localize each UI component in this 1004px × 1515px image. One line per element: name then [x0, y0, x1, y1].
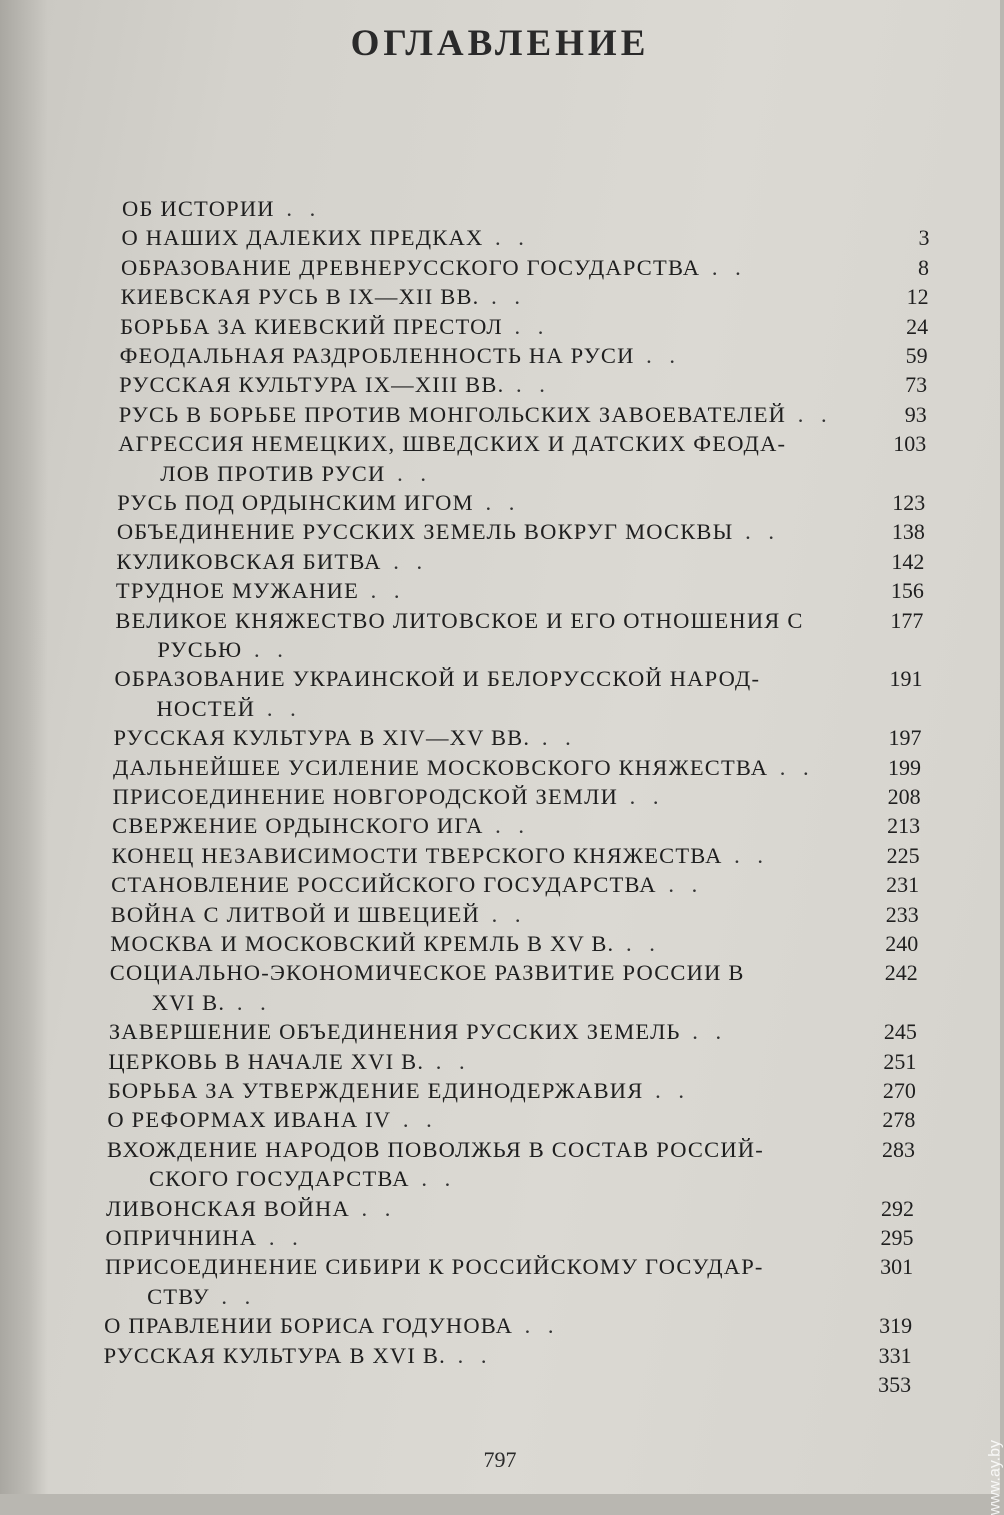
toc-entry-title: РУССКАЯ КУЛЬТУРА IX—XIII ВВ. . . [119, 372, 551, 398]
toc-entry-page: 251 [883, 1048, 917, 1074]
toc-entry-page: 199 [888, 754, 922, 780]
toc-leader-dots: . . [722, 842, 770, 868]
toc-leader-dots: . . [479, 901, 527, 927]
toc-leader-dots: . . [530, 725, 577, 751]
toc-entry-title: КУЛИКОВСКАЯ БИТВА . . [116, 548, 429, 574]
toc-leader-dots: . . [381, 548, 429, 574]
toc-leader-dots: . . [643, 1078, 690, 1103]
toc-entry-page: 233 [885, 901, 919, 927]
page-number: 797 [483, 1447, 517, 1472]
toc-leader-dots: . . [274, 196, 322, 221]
page-gutter-shadow [0, 0, 48, 1494]
toc-entry-title: ОБРАЗОВАНИЕ УКРАИНСКОЙ И БЕЛОРУССКОЙ НАРОД- [114, 666, 761, 692]
toc-leader-dots: . . [257, 1225, 304, 1250]
toc-entry-page: 59 [905, 343, 928, 368]
toc-entry-page: 270 [882, 1078, 916, 1103]
toc-entry-page: 295 [880, 1225, 914, 1250]
toc-leader-dots: . . [349, 1195, 397, 1221]
toc-entry-continuation: ЛОВ ПРОТИВ РУСИ . . [160, 460, 432, 486]
toc-entry-page: 3 [918, 225, 930, 251]
toc-entry-title: АГРЕССИЯ НЕМЕЦКИХ, ШВЕДСКИХ И ДАТСКИХ ФЕОДА- [118, 431, 787, 457]
toc-entry-page: 283 [881, 1136, 915, 1162]
toc-entry-page: 331 [878, 1342, 912, 1368]
toc-entry-title: КОНЕЦ НЕЗАВИСИМОСТИ ТВЕРСКОГО КНЯЖЕСТВА . . [111, 842, 770, 868]
toc-leader-dots: . . [502, 313, 550, 339]
toc-entry-title: РУССКАЯ КУЛЬТУРА В XIV—XV ВВ. . . [113, 725, 577, 751]
toc-entry-title: О НАШИХ ДАЛЕКИХ ПРЕДКАХ . . [121, 225, 530, 251]
toc-entry-continuation: СКОГО ГОСУДАРСТВА . . [148, 1166, 457, 1192]
toc-entry-title: О ПРАВЛЕНИИ БОРИСА ГОДУНОВА . . [104, 1313, 560, 1339]
toc-entry-title: ЛИВОНСКАЯ ВОЙНА . . [106, 1195, 397, 1221]
toc-entry-page: 225 [886, 842, 920, 868]
toc-leader-dots: . . [359, 578, 406, 604]
toc-leader-dots: . . [445, 1342, 493, 1368]
toc-leader-dots: . . [483, 813, 531, 839]
toc-leader-dots: . . [391, 1107, 438, 1133]
toc-leader-dots: . . [473, 490, 521, 515]
toc-leader-dots: . . [209, 1283, 257, 1309]
toc-leader-dots: . . [614, 931, 661, 956]
toc-entry-title: ПРИСОЕДИНЕНИЕ НОВГОРОДСКОЙ ЗЕМЛИ . . [112, 784, 665, 809]
toc-entry-page: 73 [905, 372, 928, 398]
toc-leader-dots: . . [385, 460, 432, 486]
toc-entry-title: ПРИСОЕДИНЕНИЕ СИБИРИ К РОССИЙСКОМУ ГОСУДАР- [105, 1254, 764, 1280]
toc-entry-page: 156 [890, 578, 924, 604]
toc-leader-dots: . . [656, 872, 704, 898]
toc-leader-dots: . . [504, 372, 551, 398]
watermark: www.ay.by [986, 1440, 1003, 1515]
toc-entry-page: 191 [889, 666, 923, 692]
toc-entry-title: БОРЬБА ЗА КИЕВСКИЙ ПРЕСТОЛ . . [120, 313, 550, 339]
toc-entry-continuation: СТВУ . . [147, 1283, 257, 1309]
toc-leader-dots: . . [768, 754, 815, 780]
toc-leader-dots: . . [513, 1313, 560, 1339]
toc-entry-page: 240 [885, 931, 919, 956]
toc-entry-title: БОРЬБА ЗА УТВЕРЖДЕНИЕ ЕДИНОДЕРЖАВИЯ . . [107, 1078, 690, 1103]
toc-entry-continuation: РУСЬЮ . . [157, 637, 289, 662]
toc-entry-continuation: XVI В. . . [151, 989, 272, 1015]
toc-leader-dots: . . [242, 637, 289, 662]
toc-entry-title: ДАЛЬНЕЙШЕЕ УСИЛЕНИЕ МОСКОВСКОГО КНЯЖЕСТВА . . [113, 754, 815, 780]
toc-leader-dots: . . [786, 401, 833, 427]
toc-entry-page: 231 [886, 872, 920, 898]
toc-leader-dots: . . [733, 519, 780, 545]
toc-leader-dots: . . [680, 1019, 728, 1045]
toc-entry-title: ВОЙНА С ЛИТВОЙ И ШВЕЦИЕЙ . . [110, 901, 527, 927]
toc-entry-page: 319 [879, 1313, 913, 1339]
toc-entry-title: СОЦИАЛЬНО-ЭКОНОМИЧЕСКОЕ РАЗВИТИЕ РОССИИ В [109, 960, 745, 986]
toc-entry-page: 138 [891, 519, 925, 545]
toc-entry-title: СТАНОВЛЕНИЕ РОССИЙСКОГО ГОСУДАРСТВА . . [111, 872, 704, 898]
toc-entry-title: СВЕРЖЕНИЕ ОРДЫНСКОГО ИГА . . [112, 813, 531, 839]
toc-entry-page: 24 [906, 313, 929, 339]
toc-leader-dots: . . [479, 284, 526, 310]
toc-entry-title: КИЕВСКАЯ РУСЬ В IX—XII ВВ. . . [120, 284, 526, 310]
toc-entry-page: 353 [878, 1372, 912, 1397]
toc-entry-page: 301 [880, 1254, 914, 1280]
toc-leader-dots: . . [634, 343, 682, 368]
toc-entry-page: 8 [918, 254, 930, 280]
toc-leader-dots: . . [409, 1166, 457, 1192]
toc-entry-page: 197 [888, 725, 922, 751]
toc-entry-title: ОБРАЗОВАНИЕ ДРЕВНЕРУССКОГО ГОСУДАРСТВА . . [121, 254, 747, 280]
toc-entry-title: ТРУДНОЕ МУЖАНИЕ . . [115, 578, 406, 604]
toc-entry-page: 103 [893, 431, 927, 457]
toc-leader-dots: . . [225, 989, 272, 1015]
toc-entry-title: ОПРИЧНИНА . . [105, 1225, 304, 1250]
toc-entry-title: ВЕЛИКОЕ КНЯЖЕСТВО ЛИТОВСКОЕ И ЕГО ОТНОШЕНИЯ С [115, 607, 804, 633]
toc-entry-title: ОБЪЕДИНЕНИЕ РУССКИХ ЗЕМЕЛЬ ВОКРУГ МОСКВЫ . . [116, 519, 780, 545]
toc-entry-title: О РЕФОРМАХ ИВАНА IV . . [107, 1107, 438, 1133]
toc-leader-dots: . . [255, 695, 302, 721]
toc-entry-title: МОСКВА И МОСКОВСКИЙ КРЕМЛЬ В XV В. . . [110, 931, 661, 956]
toc-leader-dots: . . [700, 254, 747, 280]
toc-entry-title: РУСЬ В БОРЬБЕ ПРОТИВ МОНГОЛЬСКИХ ЗАВОЕВАТЕЛЕЙ . . [118, 401, 833, 427]
toc-entry-page: 292 [881, 1195, 914, 1221]
toc-entry-title: РУССКАЯ КУЛЬТУРА В XVI В. . . [103, 1342, 493, 1368]
toc-entry-page: 278 [882, 1107, 916, 1133]
toc-entry-title: ОБ ИСТОРИИ . . [122, 196, 322, 221]
toc-entry-page: 123 [892, 490, 926, 515]
toc-entry-page: 177 [890, 607, 924, 633]
toc-entry-title: ЗАВЕРШЕНИЕ ОБЪЕДИНЕНИЯ РУССКИХ ЗЕМЕЛЬ . . [108, 1019, 728, 1045]
toc-entry-page: 245 [883, 1019, 917, 1045]
toc-entry-page: 213 [887, 813, 921, 839]
toc-entry-title: РУСЬ ПОД ОРДЫНСКИМ ИГОМ . . [117, 490, 521, 515]
toc-entry-title: ФЕОДАЛЬНАЯ РАЗДРОБЛЕННОСТЬ НА РУСИ . . [119, 343, 682, 368]
toc-entry-page: 208 [887, 784, 921, 809]
toc-entry-continuation: НОСТЕЙ . . [156, 695, 302, 721]
toc-entry-title: ЦЕРКОВЬ В НАЧАЛЕ XVI В. . . [108, 1048, 471, 1074]
toc-entry-title: ВХОЖДЕНИЕ НАРОДОВ ПОВОЛЖЬЯ В СОСТАВ РОССИЙ- [106, 1136, 764, 1162]
toc-entry-page: 12 [906, 284, 929, 310]
toc-entry-page: 93 [904, 401, 927, 427]
page-title: ОГЛАВЛЕНИЕ [350, 23, 650, 64]
toc-leader-dots: . . [424, 1048, 471, 1074]
toc-leader-dots: . . [483, 225, 530, 251]
toc-entry-page: 242 [884, 960, 918, 986]
toc-leader-dots: . . [618, 784, 665, 809]
toc-entry-page: 142 [891, 548, 925, 574]
